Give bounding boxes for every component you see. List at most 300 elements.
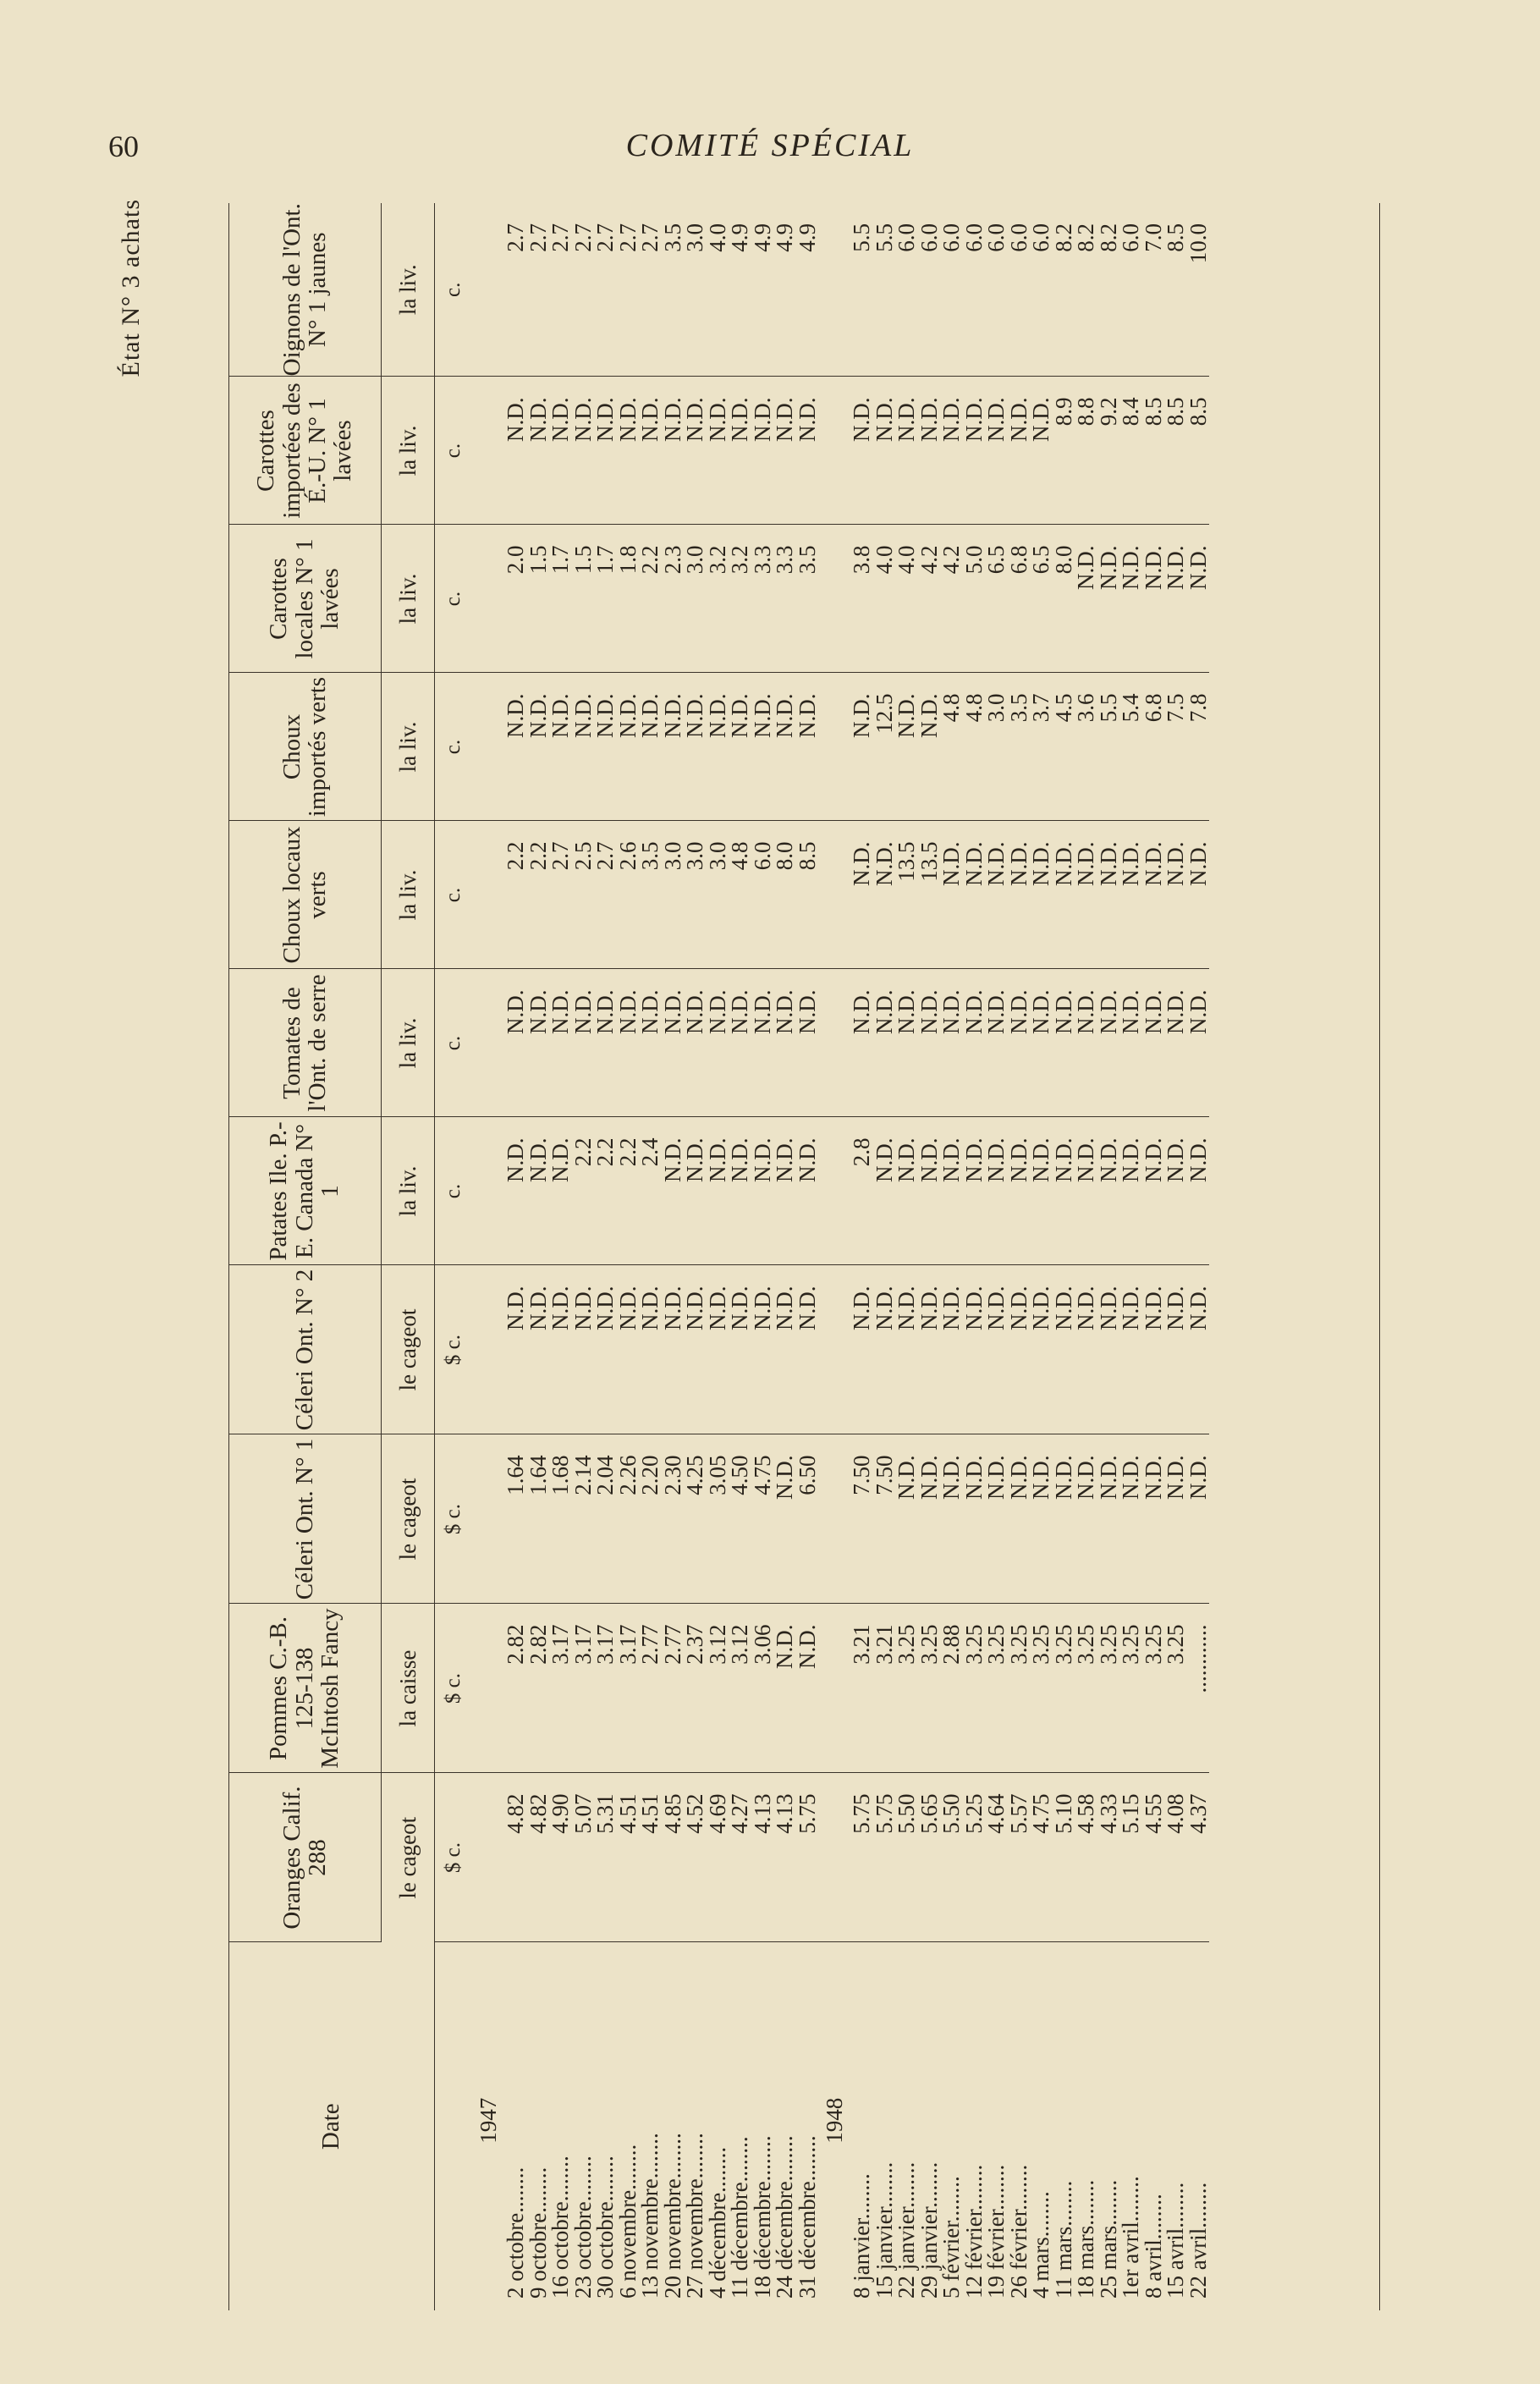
cell-1948-choux_locaux: N.D.: [1005, 841, 1031, 886]
cell-1948-oranges: 4.64: [983, 1793, 1009, 1834]
cell-1948-carottes_locales: 6.8: [1005, 545, 1031, 575]
year-spacer: [472, 1456, 504, 1604]
cell-1947-carottes_importees: N.D.: [749, 397, 775, 442]
cell-1948-choux_importes: 6.8: [1140, 693, 1166, 723]
header-patates: Patates Ile. P.-E. Canada N° 1: [228, 1117, 382, 1265]
cell-1947-choux_locaux: 2.2: [503, 841, 528, 871]
cell-1948-choux_importes: 4.8: [938, 693, 964, 723]
cell-1947-choux_importes: N.D.: [614, 693, 641, 738]
cell-1947-date: 20 novembre........: [659, 2133, 685, 2299]
cell-1948-oignons: 6.0: [1028, 223, 1053, 252]
cell-1947-carottes_locales: 3.5: [794, 545, 820, 575]
cell-1948-choux_locaux: N.D.: [1140, 841, 1166, 886]
cell-1948-date: 8 avril........: [1140, 2194, 1166, 2299]
col-carottes-importees: [472, 377, 1209, 525]
cell-1948-carottes_locales: N.D.: [1118, 545, 1143, 590]
cell-1948-oignons: 5.5: [871, 223, 897, 252]
cell-1947-pommes: 2.82: [525, 1624, 551, 1665]
cell-1948-date: 8 janvier........: [849, 2173, 874, 2299]
cell-1947-carottes_locales: 1.5: [525, 545, 551, 575]
year-spacer: [472, 546, 504, 673]
cell-1947-choux_importes: N.D.: [704, 693, 730, 738]
cell-1948-date: 11 mars........: [1050, 2180, 1076, 2299]
col-oignons: [472, 203, 1209, 377]
cell-1948-oignons: 6.0: [960, 223, 987, 252]
header-pommes: Pommes C.-B. 125-138 McIntosh Fancy: [228, 1604, 382, 1773]
cell-1947-celeri1: 4.25: [682, 1455, 707, 1495]
cell-1947-choux_locaux: 6.0: [749, 841, 775, 871]
cell-1947-date: 18 décembre........: [749, 2135, 775, 2299]
cell-1948-oranges: 4.55: [1140, 1793, 1166, 1834]
cell-1948-patates: N.D.: [916, 1137, 942, 1182]
cell-1948-tomates: N.D.: [938, 989, 964, 1034]
cell-1947-patates: 2.2: [569, 1137, 596, 1167]
cell-1948-celeri2: N.D.: [1028, 1286, 1053, 1330]
cell-1948-choux_importes: 12.5: [871, 693, 897, 734]
cell-1948-celeri1: N.D.: [1050, 1455, 1076, 1500]
cell-1948-choux_locaux: N.D.: [1118, 841, 1143, 886]
cell-1947-pommes: 2.77: [659, 1624, 685, 1665]
unit-oranges: le cageot: [382, 1773, 435, 1942]
cell-1947-oignons: 2.7: [592, 223, 618, 252]
unit-patates: la liv.: [382, 1117, 435, 1265]
cell-1948-choux_importes: 3.5: [1005, 693, 1031, 723]
cell-1948-carottes_locales: N.D.: [1163, 545, 1188, 590]
cell-1947-tomates: N.D.: [637, 989, 663, 1034]
cell-1947-patates: N.D.: [503, 1137, 528, 1182]
cell-1948-oignons: 7.0: [1140, 223, 1166, 252]
cell-1948-pommes: 3.25: [894, 1624, 919, 1665]
cell-1948-patates: N.D.: [1005, 1137, 1031, 1182]
cell-1947-date: 16 octobre........: [547, 2156, 573, 2299]
year-spacer: [818, 223, 850, 377]
unit-carottes-importees: la liv.: [382, 377, 435, 525]
cell-1948-oignons: 6.0: [938, 223, 964, 252]
cell-1948-pommes: 3.21: [871, 1624, 897, 1665]
cell-1948-carottes_importees: N.D.: [960, 397, 987, 442]
year-spacer: [472, 223, 504, 377]
cell-1948-celeri1: N.D.: [960, 1455, 987, 1500]
cell-1947-carottes_importees: N.D.: [614, 397, 641, 442]
cell-1948-carottes_importees: N.D.: [871, 397, 897, 442]
cell-1947-oranges: 4.82: [525, 1793, 551, 1834]
cell-1948-date: 29 janvier........: [916, 2161, 942, 2299]
cell-1948-carottes_importees: N.D.: [938, 397, 964, 442]
cell-1947-carottes_locales: 3.2: [727, 545, 752, 575]
cell-1948-choux_importes: 3.7: [1028, 693, 1053, 723]
cell-1948-celeri2: N.D.: [871, 1286, 897, 1330]
cell-1948-patates: N.D.: [1163, 1137, 1188, 1182]
cell-1948-celeri2: N.D.: [1163, 1286, 1188, 1330]
cell-1947-oignons: 4.0: [704, 223, 730, 252]
cell-1948-patates: N.D.: [938, 1137, 964, 1182]
cell-1948-carottes_importees: N.D.: [983, 397, 1009, 442]
cell-1947-celeri1: 2.26: [614, 1455, 641, 1495]
cell-1947-tomates: N.D.: [749, 989, 775, 1034]
col-tomates: [472, 969, 1209, 1117]
cell-1947-choux_locaux: 3.0: [659, 841, 685, 871]
cell-1947-oranges: 4.51: [614, 1793, 641, 1834]
cell-1948-choux_importes: 5.5: [1095, 693, 1121, 723]
cell-1947-date: 11 décembre........: [727, 2136, 752, 2299]
cell-1947-patates: N.D.: [659, 1137, 685, 1182]
cell-1948-choux_importes: 5.4: [1118, 693, 1143, 723]
cell-1948-carottes_locales: 4.2: [916, 545, 942, 575]
cell-1948-choux_importes: 7.8: [1185, 693, 1211, 723]
cell-1947-celeri1: 2.04: [592, 1455, 618, 1495]
cell-1948-celeri1: N.D.: [1028, 1455, 1053, 1500]
cell-1947-choux_importes: N.D.: [794, 693, 820, 738]
cell-1947-celeri2: N.D.: [772, 1286, 797, 1330]
year-spacer: [818, 1286, 850, 1434]
cell-1948-tomates: N.D.: [983, 989, 1009, 1034]
header-celeri2: Céleri Ont. N° 2: [228, 1265, 382, 1434]
cell-1947-carottes_locales: 3.3: [772, 545, 797, 575]
unit-choux-importes: la liv.: [382, 673, 435, 821]
cell-1948-oranges: 5.10: [1050, 1793, 1076, 1834]
currency-choux-locaux: c.: [435, 821, 473, 969]
cell-1947-oranges: 4.13: [749, 1793, 775, 1834]
cell-1948-patates: N.D.: [1050, 1137, 1076, 1182]
cell-1947-celeri1: 1.64: [525, 1455, 551, 1495]
cell-1947-pommes: N.D.: [772, 1624, 797, 1669]
cell-1948-pommes: 3.25: [983, 1624, 1009, 1665]
cell-1948-carottes_locales: 4.2: [938, 545, 964, 575]
cell-1948-date: 18 mars........: [1073, 2179, 1098, 2299]
cell-1947-oranges: 4.51: [637, 1793, 663, 1834]
cell-1947-oignons: 2.7: [569, 223, 596, 252]
cell-1948-oranges: 5.65: [916, 1793, 942, 1834]
cell-1947-celeri1: 1.68: [547, 1455, 573, 1495]
currency-pommes: $ c.: [435, 1604, 473, 1773]
cell-1948-celeri1: 7.50: [849, 1455, 874, 1495]
cell-1948-date: 1er avril........: [1118, 2176, 1143, 2299]
cell-1948-oranges: 5.57: [1005, 1793, 1031, 1834]
cell-1947-choux_locaux: 2.6: [614, 841, 641, 871]
cell-1948-tomates: N.D.: [894, 989, 919, 1034]
cell-1947-celeri2: N.D.: [704, 1286, 730, 1330]
cell-1947-tomates: N.D.: [682, 989, 707, 1034]
currency-choux-importes: c.: [435, 673, 473, 821]
cell-1948-patates: N.D.: [1073, 1137, 1098, 1182]
cell-1948-choux_locaux: N.D.: [871, 841, 897, 886]
cell-1948-oranges: 5.25: [960, 1793, 987, 1834]
year-1947: 1947: [476, 2097, 501, 2144]
cell-1948-patates: N.D.: [1118, 1137, 1143, 1182]
year-spacer: [818, 842, 850, 969]
cell-1947-carottes_locales: 3.2: [704, 545, 730, 575]
cell-1948-carottes_importees: 8.5: [1185, 397, 1211, 427]
cell-1948-pommes: 3.25: [1073, 1624, 1098, 1665]
cell-1947-date: 4 décembre........: [704, 2146, 730, 2299]
cell-1947-date: 13 novembre........: [637, 2133, 663, 2299]
cell-1947-celeri2: N.D.: [682, 1286, 707, 1330]
year-spacer: [818, 398, 850, 525]
cell-1948-pommes: 3.25: [1140, 1624, 1166, 1665]
cell-1948-carottes_locales: N.D.: [1140, 545, 1166, 590]
cell-1947-oranges: 4.52: [682, 1793, 707, 1834]
cell-1948-carottes_importees: N.D.: [1028, 397, 1053, 442]
cell-1947-tomates: N.D.: [794, 989, 820, 1034]
cell-1948-choux_importes: 3.0: [983, 693, 1009, 723]
header-oignons: Oignons de l'Ont. N° 1 jaunes: [228, 203, 382, 377]
header-choux-importes: Choux importés verts: [228, 673, 382, 821]
cell-1947-choux_importes: N.D.: [569, 693, 596, 738]
cell-1947-carottes_importees: N.D.: [704, 397, 730, 442]
cell-1947-choux_importes: N.D.: [637, 693, 663, 738]
cell-1947-oignons: 4.9: [772, 223, 797, 252]
cell-1948-choux_importes: N.D.: [849, 693, 874, 738]
year-spacer: [818, 694, 850, 821]
cell-1948-carottes_locales: N.D.: [1095, 545, 1121, 590]
cell-1948-carottes_importees: 8.5: [1140, 397, 1166, 427]
cell-1947-pommes: 2.37: [682, 1624, 707, 1665]
cell-1948-patates: N.D.: [1095, 1137, 1121, 1182]
year-spacer: [472, 398, 504, 525]
cell-1948-oranges: 5.15: [1118, 1793, 1143, 1834]
cell-1948-oignons: 8.2: [1050, 223, 1076, 252]
cell-1948-celeri2: N.D.: [849, 1286, 874, 1330]
cell-1947-oignons: 2.7: [637, 223, 663, 252]
cell-1948-choux_locaux: N.D.: [938, 841, 964, 886]
cell-1948-tomates: N.D.: [1050, 989, 1076, 1034]
cell-1948-oranges: 5.50: [938, 1793, 964, 1834]
cell-1947-patates: 2.2: [592, 1137, 618, 1167]
cell-1947-oranges: 4.27: [727, 1793, 752, 1834]
cell-1947-patates: N.D.: [727, 1137, 752, 1182]
cell-1947-carottes_importees: N.D.: [659, 397, 685, 442]
cell-1948-celeri1: N.D.: [916, 1455, 942, 1500]
col-choux-importes: [472, 673, 1209, 821]
cell-1947-celeri2: N.D.: [569, 1286, 596, 1330]
cell-1947-choux_locaux: 3.0: [682, 841, 707, 871]
cell-1948-tomates: N.D.: [849, 989, 874, 1034]
cell-1947-choux_importes: N.D.: [682, 693, 707, 738]
cell-1947-carottes_importees: N.D.: [547, 397, 573, 442]
cell-1948-celeri1: N.D.: [1185, 1455, 1211, 1500]
currency-date-blank: [435, 1942, 473, 2310]
cell-1948-oignons: 6.0: [983, 223, 1009, 252]
cell-1948-pommes: 3.25: [960, 1624, 987, 1665]
cell-1947-tomates: N.D.: [772, 989, 797, 1034]
cell-1948-pommes: 3.25: [1095, 1624, 1121, 1665]
cell-1947-carottes_locales: 3.3: [749, 545, 775, 575]
cell-1948-carottes_locales: 6.5: [1028, 545, 1053, 575]
cell-1948-oignons: 10.0: [1185, 223, 1211, 264]
cell-1948-patates: N.D.: [960, 1137, 987, 1182]
cell-1947-carottes_locales: 1.7: [592, 545, 618, 575]
cell-1947-celeri1: 1.64: [503, 1455, 528, 1495]
year-spacer: [472, 1794, 504, 1942]
cell-1948-carottes_importees: 8.5: [1163, 397, 1188, 427]
cell-1948-patates: N.D.: [1140, 1137, 1166, 1182]
cell-1947-oignons: 2.7: [525, 223, 551, 252]
cell-1948-carottes_locales: 4.0: [894, 545, 919, 575]
cell-1948-date: 22 avril........: [1185, 2182, 1211, 2299]
cell-1948-oranges: 4.58: [1073, 1793, 1098, 1834]
cell-1948-choux_importes: N.D.: [894, 693, 919, 738]
cell-1948-tomates: N.D.: [1185, 989, 1211, 1034]
cell-1947-date: 31 décembre........: [794, 2135, 820, 2299]
etat-label: État N° 3 achats: [117, 199, 145, 377]
cell-1947-celeri2: N.D.: [727, 1286, 752, 1330]
cell-1948-choux_locaux: N.D.: [1073, 841, 1098, 886]
cell-1947-oranges: 4.82: [503, 1793, 528, 1834]
cell-1947-choux_importes: N.D.: [503, 693, 528, 738]
cell-1948-celeri2: N.D.: [1050, 1286, 1076, 1330]
rotated-table-block: [110, 195, 1430, 2310]
col-oranges: [472, 1773, 1209, 1942]
cell-1948-celeri1: N.D.: [1073, 1455, 1098, 1500]
cell-1947-oignons: 4.9: [794, 223, 820, 252]
cell-1948-date: 15 janvier........: [871, 2161, 897, 2299]
year-spacer: [472, 1286, 504, 1434]
cell-1947-patates: N.D.: [772, 1137, 797, 1182]
cell-1947-celeri2: N.D.: [547, 1286, 573, 1330]
cell-1948-date: 25 mars........: [1095, 2179, 1121, 2299]
col-celeri2: [472, 1265, 1209, 1434]
currency-carottes-locales: c.: [435, 525, 473, 673]
cell-1948-celeri2: N.D.: [960, 1286, 987, 1330]
unit-celeri1: le cageot: [382, 1434, 435, 1604]
unit-pommes: la caisse: [382, 1604, 435, 1773]
cell-1948-patates: N.D.: [894, 1137, 919, 1182]
cell-1948-celeri1: N.D.: [1095, 1455, 1121, 1500]
cell-1948-tomates: N.D.: [871, 989, 897, 1034]
cell-1947-patates: 2.4: [637, 1137, 663, 1167]
cell-1947-carottes_locales: 2.0: [503, 545, 528, 575]
cell-1947-choux_importes: N.D.: [772, 693, 797, 738]
cell-1948-pommes: 3.25: [1050, 1624, 1076, 1665]
cell-1947-oranges: 5.75: [794, 1793, 820, 1834]
cell-1948-carottes_locales: 6.5: [983, 545, 1009, 575]
cell-1948-choux_locaux: N.D.: [1050, 841, 1076, 886]
cell-1947-date: 6 novembre........: [614, 2144, 641, 2299]
cell-1947-tomates: N.D.: [727, 989, 752, 1034]
year-spacer: [472, 990, 504, 1117]
year-spacer: [472, 1138, 504, 1265]
cell-1947-oignons: 2.7: [503, 223, 528, 252]
cell-1948-celeri2: N.D.: [1118, 1286, 1143, 1330]
cell-1948-celeri1: N.D.: [1118, 1455, 1143, 1500]
cell-1947-choux_locaux: 2.5: [569, 841, 596, 871]
cell-1948-choux_importes: 4.5: [1050, 693, 1076, 723]
header-oranges: Oranges Calif. 288: [228, 1773, 382, 1942]
header-date: Date: [228, 1942, 435, 2310]
year-spacer: [818, 546, 850, 673]
cell-1947-pommes: 3.12: [727, 1624, 752, 1665]
cell-1947-celeri1: 2.20: [637, 1455, 663, 1495]
cell-1947-choux_importes: N.D.: [592, 693, 618, 738]
cell-1948-carottes_locales: 4.0: [871, 545, 897, 575]
cell-1947-celeri1: 4.50: [727, 1455, 752, 1495]
year-1948: 1948: [822, 2097, 847, 2144]
unit-celeri2: le cageot: [382, 1265, 435, 1434]
cell-1947-celeri1: 3.05: [704, 1455, 730, 1495]
cell-1947-choux_importes: N.D.: [659, 693, 685, 738]
cell-1947-carottes_locales: 1.5: [569, 545, 596, 575]
cell-1948-date: 4 mars........: [1028, 2191, 1053, 2299]
cell-1947-carottes_locales: 3.0: [682, 545, 707, 575]
cell-1947-oignons: 3.5: [659, 223, 685, 252]
running-head: COMITÉ SPÉCIAL: [625, 128, 915, 163]
cell-1947-pommes: 3.17: [569, 1624, 596, 1665]
cell-1948-carottes_importees: N.D.: [1005, 397, 1031, 442]
cell-1948-pommes: 3.25: [1163, 1624, 1188, 1665]
cell-1947-pommes: 3.06: [749, 1624, 775, 1665]
cell-1947-date: 27 novembre........: [682, 2133, 707, 2299]
cell-1948-oranges: 4.37: [1185, 1793, 1211, 1834]
cell-1948-celeri1: N.D.: [938, 1455, 964, 1500]
cell-1948-oignons: 8.2: [1073, 223, 1098, 252]
cell-1948-choux_locaux: 13.5: [916, 841, 942, 882]
cell-1947-oranges: 4.69: [704, 1793, 730, 1834]
cell-1947-choux_locaux: 3.0: [704, 841, 730, 871]
cell-1948-celeri1: N.D.: [1163, 1455, 1188, 1500]
cell-1948-choux_locaux: N.D.: [983, 841, 1009, 886]
cell-1947-carottes_importees: N.D.: [794, 397, 820, 442]
cell-1947-celeri2: N.D.: [659, 1286, 685, 1330]
cell-1947-carottes_locales: 1.8: [614, 545, 641, 575]
cell-1948-tomates: N.D.: [1095, 989, 1121, 1034]
col-choux-locaux: [472, 821, 1209, 969]
cell-1947-choux_locaux: 2.2: [525, 841, 551, 871]
cell-1947-choux_locaux: 2.7: [592, 841, 618, 871]
cell-1948-carottes_importees: 8.4: [1118, 397, 1143, 427]
cell-1948-choux_locaux: N.D.: [960, 841, 987, 886]
cell-1947-pommes: 3.12: [704, 1624, 730, 1665]
cell-1948-celeri1: 7.50: [871, 1455, 897, 1495]
cell-1947-date: 9 octobre........: [525, 2167, 551, 2299]
cell-1948-tomates: N.D.: [1140, 989, 1166, 1034]
cell-1947-choux_importes: N.D.: [749, 693, 775, 738]
cell-1947-date: 23 octobre........: [569, 2156, 596, 2299]
cell-1948-patates: 2.8: [849, 1137, 874, 1167]
cell-1948-celeri1: N.D.: [1005, 1455, 1031, 1500]
cell-1948-celeri2: N.D.: [1185, 1286, 1211, 1330]
cell-1947-celeri1: 4.75: [749, 1455, 775, 1495]
cell-1948-tomates: N.D.: [1028, 989, 1053, 1034]
cell-1947-carottes_importees: N.D.: [525, 397, 551, 442]
cell-1947-patates: N.D.: [749, 1137, 775, 1182]
cell-1947-oranges: 4.85: [659, 1793, 685, 1834]
cell-1948-celeri1: N.D.: [1140, 1455, 1166, 1500]
header-choux-locaux: Choux locaux verts: [228, 821, 382, 969]
cell-1948-oignons: 6.0: [1118, 223, 1143, 252]
cell-1948-celeri1: N.D.: [983, 1455, 1009, 1500]
cell-1948-carottes_importees: N.D.: [849, 397, 874, 442]
cell-1948-date: 19 février........: [983, 2164, 1009, 2299]
cell-1947-oignons: 4.9: [727, 223, 752, 252]
cell-1947-carottes_importees: N.D.: [682, 397, 707, 442]
cell-1948-celeri2: N.D.: [938, 1286, 964, 1330]
currency-celeri1: $ c.: [435, 1434, 473, 1604]
cell-1947-tomates: N.D.: [569, 989, 596, 1034]
cell-1948-date: 22 janvier........: [894, 2161, 919, 2299]
currency-tomates: c.: [435, 969, 473, 1117]
cell-1948-pommes: 2.88: [938, 1624, 964, 1665]
currency-oignons: c.: [435, 203, 473, 377]
page-number: 60: [108, 129, 139, 163]
cell-1948-celeri2: N.D.: [894, 1286, 919, 1330]
cell-1948-choux_importes: 4.8: [960, 693, 987, 723]
cell-1948-tomates: N.D.: [1073, 989, 1098, 1034]
cell-1947-tomates: N.D.: [614, 989, 641, 1034]
cell-1947-carottes_importees: N.D.: [772, 397, 797, 442]
cell-1947-celeri1: N.D.: [772, 1455, 797, 1500]
cell-1948-carottes_locales: 5.0: [960, 545, 987, 575]
year-spacer: [818, 1625, 850, 1773]
